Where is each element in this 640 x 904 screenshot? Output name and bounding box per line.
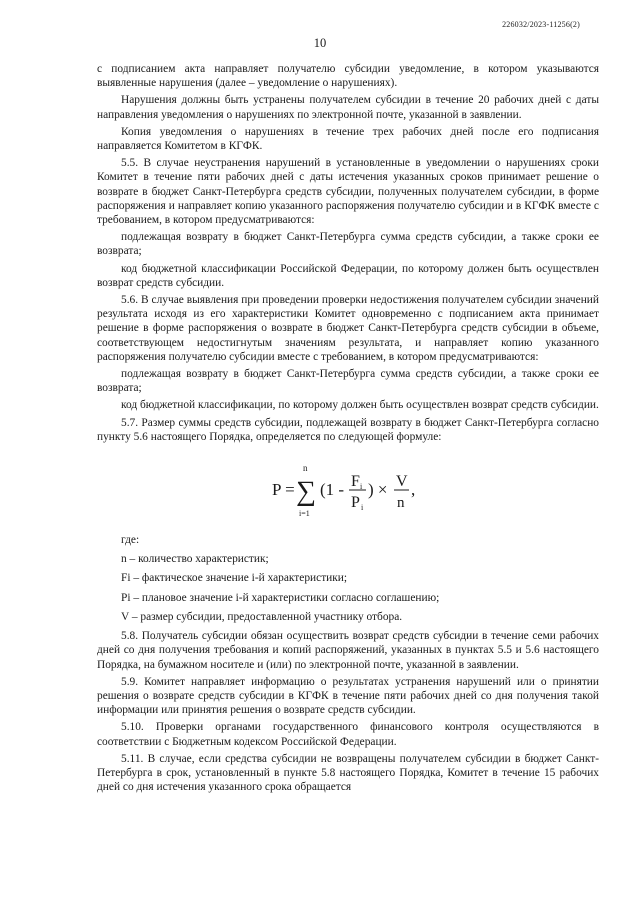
formula-frac2-numerator: V bbox=[396, 473, 408, 491]
paragraph-5-7: 5.7. Размер суммы средств субсидии, подлежащей возврату в бюджет Санкт-Петербурга согласно пункту 5.6 настоящего Порядка, определяется по следующей формуле: bbox=[97, 416, 599, 443]
paragraph-5-10: 5.10. Проверки органами государственного финансового контроля осуществляются в соответствии с Бюджетным кодексом Российской Федерации. bbox=[97, 721, 599, 748]
formula-sum-lower: i=1 bbox=[299, 509, 310, 519]
paragraph: подлежащая возврату в бюджет Санкт-Петербурга сумма средств субсидии, а также сроки ее возврата; bbox=[97, 231, 599, 258]
legend-item: n – количество характеристик; bbox=[121, 553, 269, 566]
formula-numerator: F bbox=[351, 473, 360, 491]
paragraph: подлежащая возврату в бюджет Санкт-Петербурга сумма средств субсидии, а также сроки ее возврата; bbox=[97, 368, 599, 395]
formula-sum-sign: ∑ bbox=[296, 476, 316, 508]
formula-close-times: ) × bbox=[368, 480, 388, 500]
paragraph: с подписанием акта направляет получателю субсидии уведомление, в котором указываются выявленные нарушения (далее – уведомление о нарушениях). bbox=[97, 63, 599, 90]
page-number: 10 bbox=[313, 36, 327, 50]
paragraph: Копия уведомления о нарушениях в течение трех рабочих дней после его подписания направляется Комитетом в КГФК. bbox=[97, 125, 599, 153]
paragraph-5-11: 5.11. В случае, если средства субсидии не возвращены получателем субсидии в бюджет Санкт-Петербурга в срок, установленный в пункте 5.8 настоящего Порядка, Комитет в течение 15 рабочих дней со дня истечения указанного срока обращается bbox=[97, 752, 599, 794]
paragraph: Нарушения должны быть устранены получателем субсидии в течение 20 рабочих дней с даты направления уведомления о нарушениях по электронной почте, указанной в заявлении. bbox=[97, 94, 599, 121]
legend-item: Fi – фактическое значение i-й характеристики; bbox=[121, 572, 348, 585]
formula-sum-upper: n bbox=[303, 463, 308, 474]
formula-comma: , bbox=[411, 480, 416, 500]
paragraph: код бюджетной классификации, по которому должен быть осуществлен возврат средств субсидии. bbox=[121, 399, 599, 412]
formula-denominator-sub: i bbox=[361, 503, 364, 513]
formula-legend bbox=[97, 533, 599, 624]
formula-denominator: P bbox=[351, 494, 360, 512]
legend-item: Pi – плановое значение i-й характеристики согласно соглашению; bbox=[121, 591, 440, 604]
paragraph-5-6: 5.6. В случае выявления при проведении проверки недостижения получателем субсидии значений результата исходя из его характеристики Комитет одновременно с подписанием акта принимает решение в форме распоряжения о возврате в бюджет Санкт-Петербурга средств субсидии в объеме, соответствующем недостигнутым значениям результата, и направляет копию указанного распоряжения получателю субсидии вместе с требованием, в котором предусматриваются: bbox=[97, 294, 599, 363]
formula-numerator-sub: i bbox=[360, 482, 363, 492]
legend-item: V – размер субсидии, предоставленной участнику отбора. bbox=[121, 610, 403, 623]
paragraph-5-8: 5.8. Получатель субсидии обязан осуществить возврат средств субсидии в течение семи рабочих дней со дня получения требования и копий распоряжений, указанных в пунктах 5.5 и 5.6 настоящего Порядка, на бумажном носителе и (или) по электронной почте, указанной в заявлении. bbox=[97, 630, 599, 671]
paragraph-5-9: 5.9. Комитет направляет информацию о результатах устранения нарушений или о принятии решения о возврате средств субсидии в КГФК в течение пяти рабочих дней со дня получения такой информации или принятия решения о возврате средств субсидии. bbox=[97, 675, 599, 717]
refund-formula bbox=[97, 447, 599, 533]
formula-frac2-denominator: n bbox=[397, 495, 405, 512]
paragraph: код бюджетной классификации Российской Федерации, по которому должен быть осуществлен возврат средств субсидии. bbox=[97, 262, 599, 289]
paragraph-5-5: 5.5. В случае неустранения нарушений в установленные в уведомлении о нарушениях сроки Комитет в течение пяти рабочих дней с даты истечения указанных сроков принимает решение о возврате в бюджет Санкт-Петербурга средств субсидии, полученных получателем субсидии, в форме распоряжения и направляет копию указанного распоряжения получателю субсидии и в КГФК вместе с требованием, в котором предусматриваются: bbox=[97, 157, 599, 227]
formula-lhs: P = bbox=[272, 480, 295, 500]
legend-label: где: bbox=[121, 534, 140, 547]
document-body bbox=[97, 62, 599, 797]
document-number: 226032/2023-11256(2) bbox=[502, 20, 580, 29]
formula-one-minus: (1 - bbox=[320, 480, 345, 500]
